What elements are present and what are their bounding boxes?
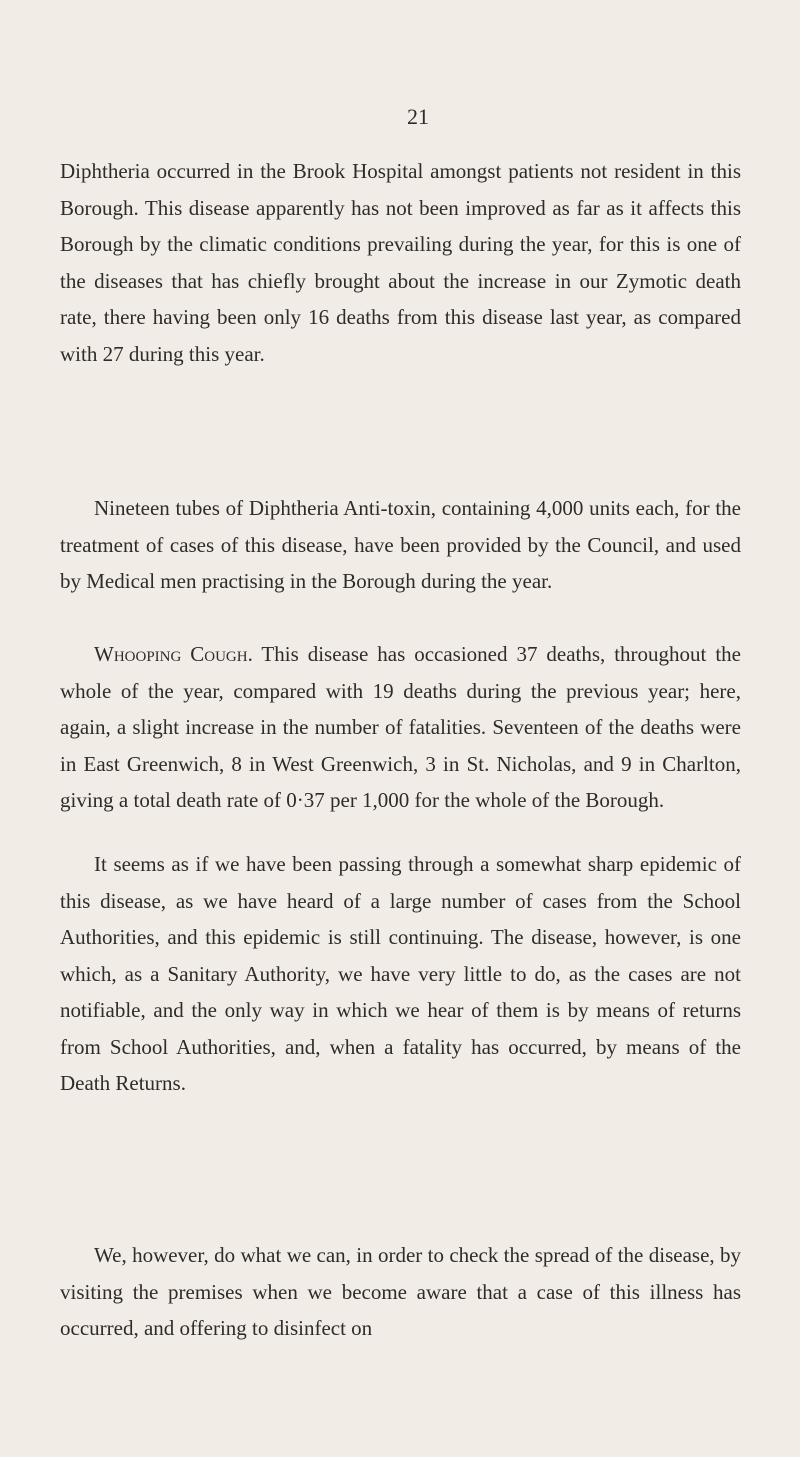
paragraph-diphtheria-brook-hospital: Diphtheria occurred in the Brook Hospital amongst patients not resident in this Borough. This disease apparently has not been improved as far as it affects this Borough by the climatic conditions prevailing during the year, for this is one of the diseases that has chiefly brought about the increase in our Zymotic death rate, there having been only 16 deaths from this disease last year, as compared with 27 during this year. [60,159,741,366]
paragraph-whooping-cough [60,636,741,819]
paragraph-epidemic: It seems as if we have been passing through a somewhat sharp epidemic of this disease, as we have heard of a large number of cases from the School Authorities, and this epidemic is still continuing. The disease, however, is one which, as a Sanitary Authority, we have very little to do, as the cases are not notifiable, and the only way in which we hear of them is by means of returns from School Authorities, and, when a fatality has occurred, by means of the Death Returns. [60,852,741,1095]
section-heading-whooping-cough: Whooping Cough. [94,642,253,666]
paragraph-anti-toxin: Nineteen tubes of Diphtheria Anti-toxin, containing 4,000 units each, for the treatment of cases of this disease, have been provided by the Council, and used by Medical men practising in the Borough during the year. [60,496,741,593]
paragraph-check-spread: We, however, do what we can, in order to check the spread of the disease, by visiting the premises when we become aware that a case of this illness has occurred, and offering to disinfect on [60,1243,741,1340]
paragraph-whooping-cough-body: This disease has occasioned 37 deaths, throughout the whole of the year, compared with 19 deaths during the previous year; here, again, a slight increase in the number of fatalities. Seventeen of the deaths were in East Greenwich, 8 in West Greenwich, 3 in St. Nicholas, and 9 in Charlton, giving a total death rate of 0·37 per 1,000 for the whole of the Borough. [60,642,741,812]
page-number: 21 [407,104,429,129]
